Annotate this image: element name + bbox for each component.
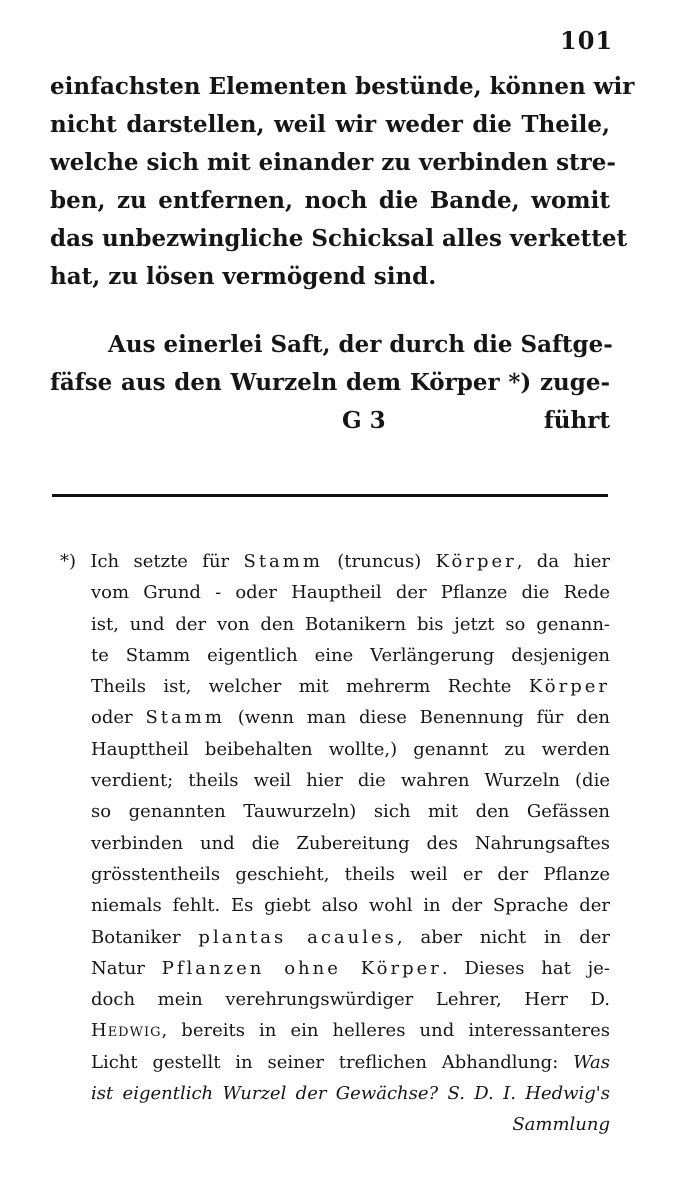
footnote-line: Theils ist, welcher mit mehrerm Rechte Körper <box>91 676 610 698</box>
footnote-line: verbinden und die Zubereitung des Nahrungsaftes <box>91 832 610 854</box>
footnote-line: grösstentheils geschieht, theils weil er der Pflanze <box>91 863 610 885</box>
text-line: ben, zu entfernen, noch die Bande, womit <box>50 187 610 214</box>
page-number: 101 <box>560 26 614 55</box>
footnote-line: Licht gestellt in seiner treflichen Abhandlung: Was <box>91 1051 610 1073</box>
footnote-line: ist, und der von den Botanikern bis jetzt so genann- <box>91 613 610 635</box>
footnote-line: so genannten Tauwurzeln) sich mit den Gefässen <box>91 801 610 823</box>
footnote-line: vom Grund - oder Hauptheil der Pflanze die Rede <box>91 582 610 604</box>
footnote-line: *) Ich setzte für Stamm (truncus) Körper, da hier <box>60 551 610 572</box>
footnote-rule <box>52 494 608 497</box>
footnote <box>60 546 610 1141</box>
text-line: fäfse aus den Wurzeln dem Körper *) zuge- <box>50 369 610 396</box>
text-line: hat, zu lösen vermögend sind. <box>50 263 437 290</box>
text-line: nicht darstellen, weil wir weder die Theile, <box>50 111 610 138</box>
text-line: welche sich mit einander zu verbinden stre- <box>50 149 616 176</box>
text-line: das unbezwingliche Schicksal alles verkettet <box>50 225 628 252</box>
footnote-line: verdient; theils weil hier die wahren Wurzeln (die <box>91 770 610 792</box>
footnote-line: Haupttheil beibehalten wollte,) genannt zu werden <box>91 738 610 760</box>
footnote-line: niemals fehlt. Es giebt also wohl in der Sprache der <box>91 895 610 917</box>
main-text <box>50 68 635 440</box>
footnote-line: Sammlung <box>512 1114 610 1136</box>
footnote-line: Hedwig, bereits in ein helleres und interessanteres <box>91 1020 610 1042</box>
footnote-line: oder Stamm (wenn man diese Benennung für den <box>91 707 610 729</box>
footnote-line: te Stamm eigentlich eine Verlängerung desjenigen <box>91 644 610 666</box>
footnote-line: Natur Pflanzen ohne Körper. Dieses hat je- <box>91 957 611 979</box>
signature-mark: G 3 <box>342 407 386 434</box>
signature-line <box>50 402 610 440</box>
text-line: einfachsten Elementen bestünde, können wir <box>50 73 635 100</box>
footnote-line: ist eigentlich Wurzel der Gewächse? S. D. I. Hedwig's <box>91 1083 610 1105</box>
footnote-line: doch mein verehrungswürdiger Lehrer, Herr D. <box>91 989 610 1011</box>
footnote-line: Botaniker plantas acaules, aber nicht in der <box>91 926 610 948</box>
text-line: Aus einerlei Saft, der durch die Saftge- <box>108 331 613 358</box>
catchword: führt <box>543 407 610 434</box>
